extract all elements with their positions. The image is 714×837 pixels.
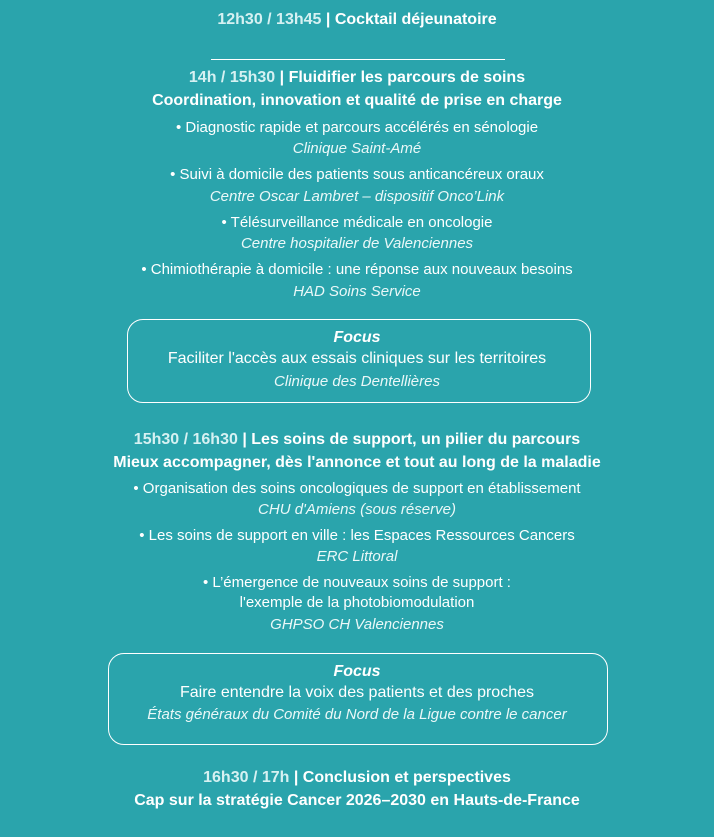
- focus-1-source: Clinique des Dentellières: [274, 373, 440, 390]
- session-2-item-1: • Diagnostic rapide et parcours accélérés en sénologie: [175, 119, 539, 136]
- session-2-time: 14h / 15h30: [188, 69, 276, 86]
- session-2-title: Fluidifier les parcours de soins: [288, 69, 526, 86]
- session-2-item-3: • Télésurveillance médicale en oncologie: [221, 214, 493, 231]
- session-2-separator: |: [279, 69, 285, 86]
- session-3-item-3: • L’émergence de nouveaux soins de support :: [203, 574, 511, 591]
- session-3-subtitle: Mieux accompagner, dès l'annonce et tout au long de la maladie: [113, 454, 601, 471]
- focus-2-title: Faire entendre la voix des patients et des proches: [180, 684, 534, 701]
- section-divider: [211, 59, 505, 60]
- session-3-item-2-source: ERC Littoral: [316, 548, 398, 565]
- focus-1-label: Focus: [333, 329, 381, 346]
- session-2-item-4: • Chimiothérapie à domicile : une réponse aux nouveaux besoins: [141, 261, 573, 278]
- session-3-item-1-source: CHU d'Amiens (sous réserve): [258, 501, 456, 518]
- session-2-heading: [0, 68, 714, 88]
- session-1-heading: [0, 10, 714, 30]
- session-2-subtitle: Coordination, innovation et qualité de prise en charge: [152, 92, 562, 109]
- session-4-separator: |: [293, 769, 299, 786]
- session-2-item-4-source: HAD Soins Service: [293, 283, 421, 300]
- session-4-title: Conclusion et perspectives: [302, 769, 511, 786]
- session-3-item-1: • Organisation des soins oncologiques de support en établissement: [133, 480, 581, 497]
- session-4-heading: [0, 768, 714, 788]
- session-1-separator: |: [325, 11, 331, 28]
- session-1-title: Cocktail déjeunatoire: [334, 11, 497, 28]
- session-4-subtitle: Cap sur la stratégie Cancer 2026–2030 en Hauts-de-France: [134, 792, 580, 809]
- session-2-item-2: • Suivi à domicile des patients sous anticancéreux oraux: [170, 166, 544, 183]
- session-3-item-2: • Les soins de support en ville : les Espaces Ressources Cancers: [139, 527, 575, 544]
- session-2-item-3-source: Centre hospitalier de Valenciennes: [240, 235, 474, 252]
- session-3-heading: [0, 430, 714, 450]
- session-3-title: Les soins de support, un pilier du parcours: [251, 431, 581, 448]
- focus-1-title: Faciliter l'accès aux essais cliniques sur les territoires: [167, 350, 547, 367]
- session-2-item-1-source: Clinique Saint-Amé: [292, 140, 422, 157]
- focus-2-label: Focus: [333, 663, 381, 680]
- session-2-item-2-source: Centre Oscar Lambret – dispositif Onco’Link: [209, 188, 505, 205]
- session-4-time: 16h30 / 17h: [203, 769, 290, 786]
- session-3-item-3-source: GHPSO CH Valenciennes: [270, 616, 444, 633]
- session-3-item-3-line-2: l'exemple de la photobiomodulation: [239, 594, 475, 611]
- session-3-separator: |: [242, 431, 247, 448]
- session-3-time: 15h30 / 16h30: [133, 431, 238, 448]
- session-1-time: 12h30 / 13h45: [217, 11, 322, 28]
- focus-2-source: États généraux du Comité du Nord de la Ligue contre le cancer: [147, 706, 567, 723]
